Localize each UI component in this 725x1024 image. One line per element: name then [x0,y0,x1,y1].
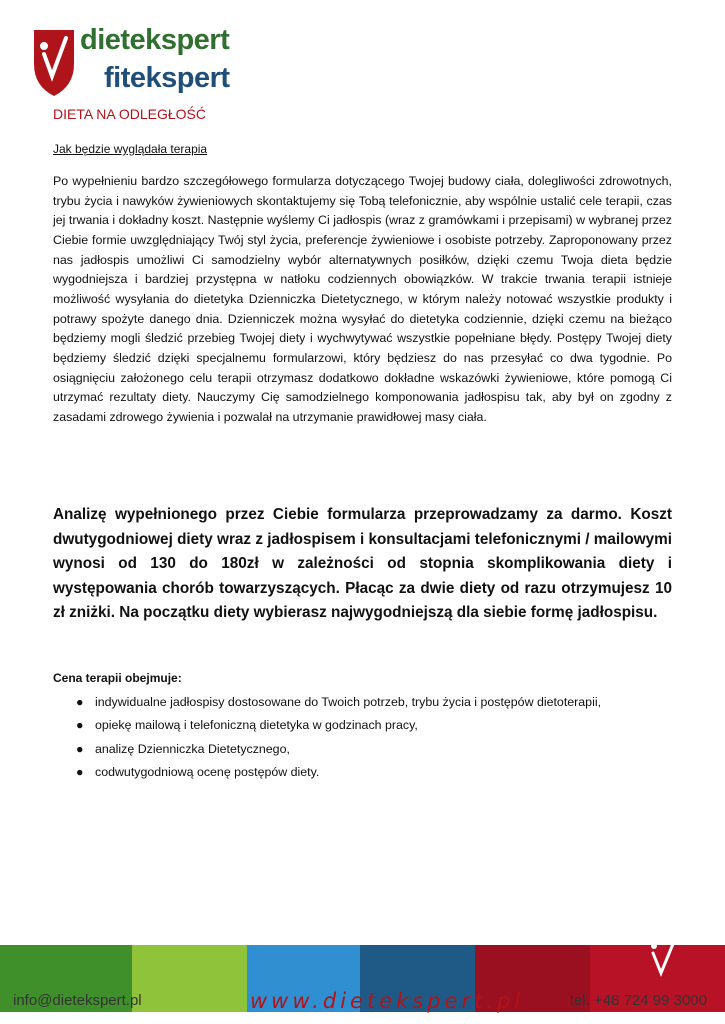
pricing-paragraph: Analizę wypełnionego przez Ciebie formularza przeprowadzamy za darmo. Koszt dwutygodniowej diety wraz z jadłospisem i konsultacjami telefonicznymi / mailowymi wynosi od 130 do 180zł w zależności od stopnia skomplikowania diety i występowania chorób towarzyszących. Płacąc za dwie diety od razu otrzymujesz 10 zł zniżki. Na początku diety wybierasz najwygodniejszą dla siebie formę jadłospisu. [53,506,672,621]
price-list [53,691,601,785]
footer-contact [0,989,725,1024]
list-item-text: codwutygodniową ocenę postępów diety. [95,765,320,780]
list-item [53,691,601,714]
footer-segment-lime [132,945,247,1012]
brand-name-fitekspert: fitekspert [104,62,230,94]
list-item-text: analizę Dzienniczka Dietetycznego, [95,741,290,756]
bullet-icon: ● [76,741,84,756]
bullet-icon: ● [76,695,84,709]
list-item [53,738,601,761]
list-item-text: opiekę mailową i telefoniczną dietetyka w godzinach pracy, [95,718,418,733]
bullet-icon: ● [76,718,84,733]
footer-logo-icon [645,933,681,983]
intro-paragraph: Po wypełnieniu bardzo szczegółowego formularza dotyczącego Twojej budowy ciała, dolegliwości zdrowotnych, trybu życia i nawyków żywieniowych skontaktujemy się Tobą telefonicznie, aby wspólnie ustalić cele terapii, czas jej trwania i dokładny koszt. Następnie wyślemy Ci jadłospis (wraz z gramówkami i przepisami) w wybranej przez Ciebie formie uwzględniający Twój styl życia, preferencje żywieniowe i osobiste potrzeby. Zaproponowany przez nas jadłospis umożliwi Ci samodzielny wybór alternatywnych posiłków, dzięki czemu Twoja dieta będzie wygodniejsza i bardziej przystępna w natłoku codziennych obowiązków. W trakcie trwania terapii istnieje możliwość wysyłania do dietetyka Dzienniczka Dietetycznego, w którym należy notować wszystkie produkty i potrawy spożyte danego dnia. Dzienniczek można wysyłać do dietetyka codziennie, dzięki czemu na bieżąco będziemy mogli śledzić przebieg Twojej diety i wychwytywać wszystkie popełniane błędy. Postępy Twojej diety będziemy śledzić dzięki specjalnemu formularzowi, który będziesz do nas przesyłać co dwa tygodnie. Po osiągnięciu założonego celu terapii otrzymasz dodatkowo dokładne wskazówki żywieniowe, które pomogą Ci utrzymać rezultaty diety. Nauczymy Cię samodzielnego komponowania jadłospisu tak, aby był on zgodny z zasadami zdrowego żywienia i pozwalał na utrzymanie prawidłowej masy ciała. [53,174,672,424]
email-link[interactable]: info@dietekspert.pl [13,992,142,1009]
list-item-text: indywidualne jadłospisy dostosowane do Twoich potrzeb, trybu życia i postępów dietoterapii, [95,695,602,709]
website-link[interactable]: www.dietekspert.pl [250,989,525,1013]
bullet-icon: ● [76,765,84,780]
document-title: DIETA NA ODLEGŁOŚĆ [53,106,207,122]
company-logo [30,16,230,106]
brand-name-dietekspert: dietekspert [80,24,230,56]
section-heading: Jak będzie wyglądała terapia [53,142,208,156]
logo-mark-icon [30,24,78,98]
list-item [53,761,601,784]
phone-number: tel. +48 724 99 3000 [569,992,707,1009]
price-heading: Cena terapii obejmuje: [53,671,182,685]
list-item [53,714,601,737]
